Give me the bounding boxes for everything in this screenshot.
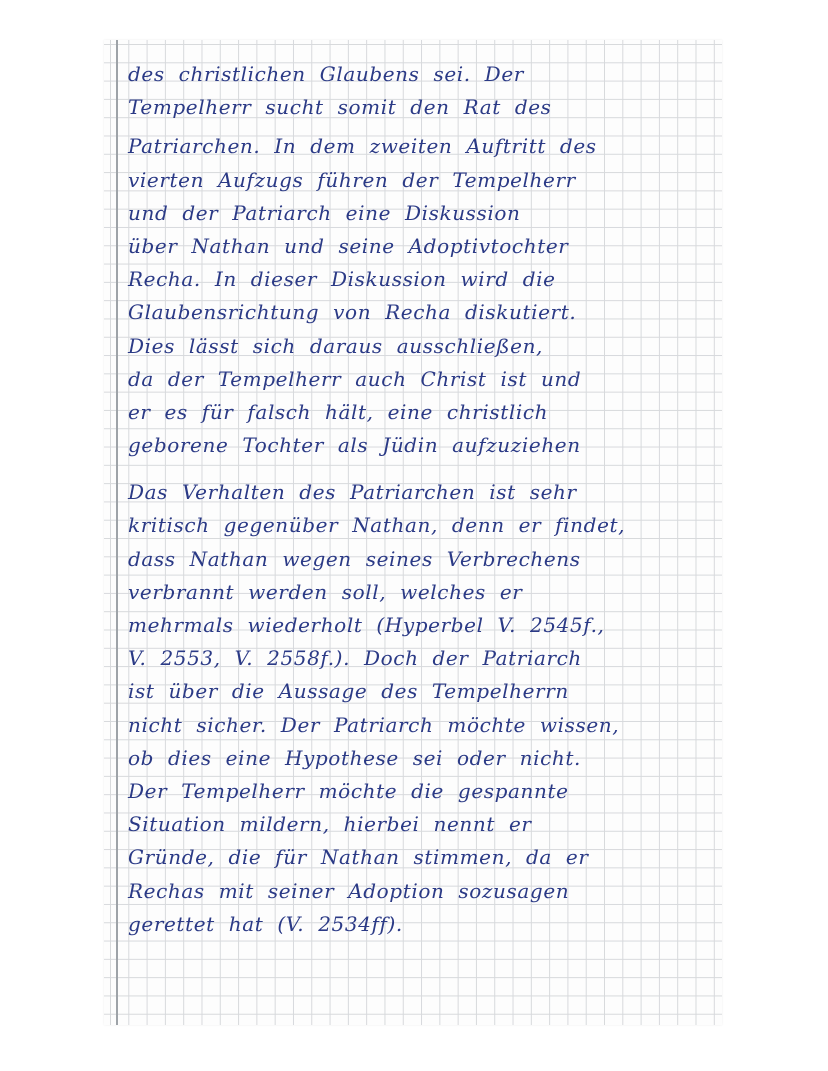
text-line: Patriarchen. In dem zweiten Auftritt des — [128, 134, 597, 159]
text-line: kritisch gegenüber Nathan, denn er findet, — [128, 513, 626, 538]
text-line: Gründe, die für Nathan stimmen, da er — [128, 845, 589, 870]
text-line: Glaubensrichtung von Recha diskutiert. — [128, 300, 577, 325]
text-line: da der Tempelherr auch Christ ist und — [128, 366, 582, 391]
text-line: vierten Aufzugs führen der Tempelherr — [128, 167, 576, 192]
text-line: V. 2553, V. 2558f.). Doch der Patriarch — [128, 646, 582, 671]
text-line: ist über die Aussage des Tempelherrn — [128, 679, 569, 704]
text-line: gerettet hat (V. 2534ff). — [128, 911, 403, 936]
text-line: Rechas mit seiner Adoption sozusagen — [128, 878, 570, 903]
text-line: mehrmals wiederholt (Hyperbel V. 2545f., — [128, 613, 605, 637]
text-line: und der Patriarch eine Diskussion — [128, 200, 521, 225]
text-line: er es für falsch hält, eine christlich — [128, 399, 549, 424]
text-line: des christlichen Glaubens sei. Der — [128, 62, 524, 86]
text-line: ob dies eine Hypothese sei oder nicht. — [128, 745, 581, 770]
text-line: verbrannt werden soll, welches er — [128, 579, 523, 604]
text-line: nicht sicher. Der Patriarch möchte wissen, — [128, 712, 620, 737]
text-line: Dies lässt sich daraus ausschließen, — [128, 333, 544, 358]
text-line: geborene Tochter als Jüdin aufzuziehen — [128, 433, 581, 458]
text-line: Tempelherr sucht somit den Rat des — [128, 95, 552, 120]
text-line: dass Nathan wegen seines Verbrechens — [128, 546, 581, 571]
margin-line — [116, 40, 118, 1025]
text-line: Situation mildern, hierbei nennt er — [128, 812, 532, 837]
text-line: Recha. In dieser Diskussion wird die — [128, 267, 556, 292]
handwritten-text — [128, 58, 718, 941]
text-line: über Nathan und seine Adoptivtochter — [128, 233, 569, 258]
text-line: Der Tempelherr möchte die gespannte — [128, 778, 569, 803]
text-line: Das Verhalten des Patriarchen ist sehr — [128, 480, 577, 505]
